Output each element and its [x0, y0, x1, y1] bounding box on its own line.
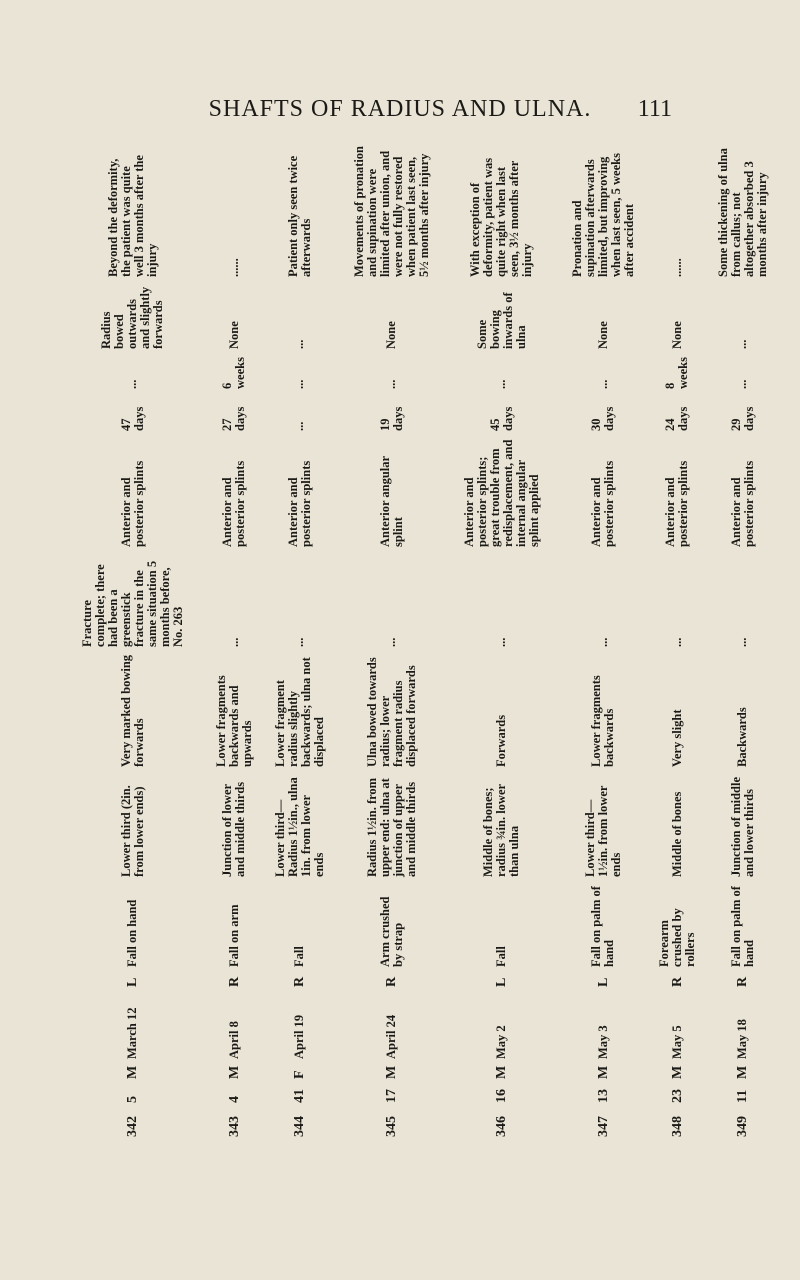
treatment-cell: Anterior and posterior splints [118, 460, 146, 547]
site-cell: Middle of bones; radius ¾in. lower than ulna [481, 784, 522, 877]
cause-cell: Forearm crushed by rollers [656, 908, 697, 967]
case-number-cell: 344 [292, 1116, 308, 1137]
table-body [60, 140, 780, 1140]
treatment-cell: Anterior and posterior splints [663, 460, 691, 547]
treatment-cell: Anterior and posterior splints; great trouble from redisplacement, and internal angular splint applied [461, 439, 541, 547]
site-cell: Radius 1½in. from upper end: ulna at junction of upper and middle thirds [364, 777, 418, 877]
result-cell: Patient only seen twice afterwards [285, 155, 313, 277]
site-cell: Junction of middle and lower thirds [728, 776, 756, 877]
date-cell: March 12 [125, 1007, 140, 1059]
treatment-cell: Anterior and posterior splints [589, 460, 617, 547]
age-cell: 41 [292, 1089, 308, 1103]
weeks-cell: 6 weeks [220, 357, 248, 389]
date-cell: April 8 [226, 1021, 241, 1059]
deformity-cell: None [595, 321, 610, 349]
table-wrapper [60, 140, 780, 1140]
result-cell: ...... [226, 258, 241, 277]
remarks-cell: ... [595, 637, 610, 647]
date-cell: April 19 [292, 1014, 307, 1059]
cause-cell: Arm crushed by strap [377, 896, 405, 967]
displacement-cell: Lower fragments backwards and upwards [213, 675, 254, 767]
site-cell: Lower third—Radius 1½in., ulna 1in. from lower ends [272, 777, 326, 877]
displacement-cell: Very slight [669, 709, 684, 767]
remarks-cell: Fracture complete; there had been a greenstick fracture in the same situation 5 months before, No. 263 [79, 560, 185, 647]
displacement-cell: Lower fragment radius slightly backwards; ulna not displaced [272, 657, 326, 767]
weeks-cell: 8 weeks [663, 357, 691, 389]
case-number-cell: 342 [125, 1116, 141, 1137]
table-row [337, 140, 447, 1140]
cause-cell: Fall on palm of hand [589, 886, 617, 967]
case-number-cell: 346 [494, 1116, 510, 1137]
age-cell: 16 [494, 1089, 510, 1103]
case-number-cell: 348 [669, 1116, 685, 1137]
treatment-cell: Anterior and posterior splints [220, 460, 248, 547]
date-cell: May 18 [735, 1019, 750, 1059]
displacement-cell: Forwards [494, 714, 509, 767]
cases-table [60, 140, 780, 1140]
displacement-cell: Lower fragments backwards [589, 675, 617, 767]
days-cell: ... [292, 421, 307, 431]
days-cell: 45 days [487, 406, 515, 431]
days-cell: 30 days [589, 406, 617, 431]
age-cell: 17 [384, 1089, 400, 1103]
days-cell: 27 days [220, 406, 248, 431]
result-cell: Pronation and supination afterwards limited, but improving when last seen, 5 weeks after accident [569, 153, 636, 277]
table-row [447, 140, 557, 1140]
cause-cell: Fall [292, 946, 307, 967]
sex-cell: M [595, 1065, 611, 1079]
case-number-cell: 343 [226, 1116, 242, 1137]
remarks-cell: ... [292, 637, 307, 647]
table-row [206, 140, 262, 1140]
sex-cell: M [669, 1065, 685, 1079]
site-cell: Junction of lower and middle thirds [220, 781, 248, 877]
running-head: SHAFTS OF RADIUS AND ULNA. [208, 96, 592, 122]
cause-cell: Fall on hand [125, 899, 140, 967]
displacement-cell: Ulna bowed towards radius; lower fragment radius displaced forwards [364, 657, 418, 767]
side-cell: L [125, 977, 141, 987]
deformity-cell: ... [735, 339, 750, 349]
side-cell: R [735, 976, 751, 987]
sex-cell: M [226, 1065, 242, 1079]
remarks-cell: ... [226, 637, 241, 647]
treatment-cell: Anterior and posterior splints [285, 460, 313, 547]
case-number-cell: 349 [735, 1116, 751, 1137]
date-cell: April 24 [384, 1014, 399, 1059]
treatment-cell: Anterior and posterior splints [728, 460, 756, 547]
table-row [649, 140, 705, 1140]
date-cell: May 5 [669, 1025, 684, 1059]
age-cell: 5 [125, 1096, 141, 1103]
days-cell: 24 days [663, 406, 691, 431]
treatment-cell: Anterior angular splint [377, 456, 405, 547]
site-cell: Lower third—1½in. from lower ends [582, 785, 623, 877]
date-cell: May 3 [595, 1025, 610, 1059]
days-cell: 29 days [728, 406, 756, 431]
deformity-cell: None [226, 321, 241, 349]
cause-cell: Fall [494, 946, 509, 967]
case-number-cell: 347 [595, 1116, 611, 1137]
sex-cell: M [125, 1065, 141, 1079]
days-cell: 19 days [377, 406, 405, 431]
remarks-cell: ... [669, 637, 684, 647]
result-cell: Some thickening of ulna from callus; not altogether absorbed 3 months after injury [715, 148, 769, 277]
cause-cell: Fall on arm [226, 904, 241, 967]
side-cell: R [226, 976, 242, 987]
remarks-cell: ... [494, 637, 509, 647]
sex-cell: M [384, 1065, 400, 1079]
weeks-cell: ... [595, 379, 610, 389]
displacement-cell: Backwards [735, 707, 750, 767]
result-cell: With exception of deformity, patient was quite right when last seen, 3½ months after injury [468, 157, 535, 277]
table-row [262, 140, 336, 1140]
site-cell: Middle of bones [669, 791, 684, 877]
sex-cell: M [494, 1065, 510, 1079]
case-number-cell: 345 [384, 1116, 400, 1137]
rotated-table-frame [60, 140, 780, 1140]
age-cell: 11 [735, 1089, 751, 1103]
table-row [557, 140, 649, 1140]
page-header [0, 96, 800, 136]
deformity-cell: None [384, 321, 399, 349]
weeks-cell: ... [125, 379, 140, 389]
side-cell: R [292, 976, 308, 987]
result-cell: Beyond the deformity, the patient was quite well 3 months after the injury [105, 155, 159, 277]
sex-cell: M [735, 1065, 751, 1079]
page-number: 111 [637, 96, 672, 122]
side-cell: L [494, 977, 510, 987]
sex-cell: F [292, 1070, 308, 1079]
date-cell: May 2 [494, 1025, 509, 1059]
result-cell: ...... [669, 258, 684, 277]
weeks-cell: ... [384, 379, 399, 389]
age-cell: 13 [595, 1089, 611, 1103]
deformity-cell: Some bowing inwards of ulna [474, 292, 528, 349]
displacement-cell: Very marked bowing forwards [118, 654, 146, 767]
side-cell: R [384, 976, 400, 987]
deformity-cell: None [669, 321, 684, 349]
remarks-cell: ... [384, 637, 399, 647]
weeks-cell: ... [292, 379, 307, 389]
remarks-cell: ... [735, 637, 750, 647]
table-row [706, 140, 780, 1140]
result-cell: Movements of pronation and supination were limited after union, and were not fully restored when patient last seen, 5½ months after injury [351, 145, 431, 277]
age-cell: 4 [226, 1096, 242, 1103]
age-cell: 23 [669, 1089, 685, 1103]
side-cell: L [595, 977, 611, 987]
cause-cell: Fall on palm of hand [728, 886, 756, 967]
weeks-cell: ... [735, 379, 750, 389]
side-cell: R [669, 976, 685, 987]
deformity-cell: Radius bowed outwards and slightly forwards [99, 286, 166, 349]
days-cell: 47 days [118, 406, 146, 431]
site-cell: Lower third (2in. from lower ends) [118, 785, 146, 877]
weeks-cell: ... [494, 379, 509, 389]
deformity-cell: ... [292, 339, 307, 349]
table-row [60, 140, 206, 1140]
